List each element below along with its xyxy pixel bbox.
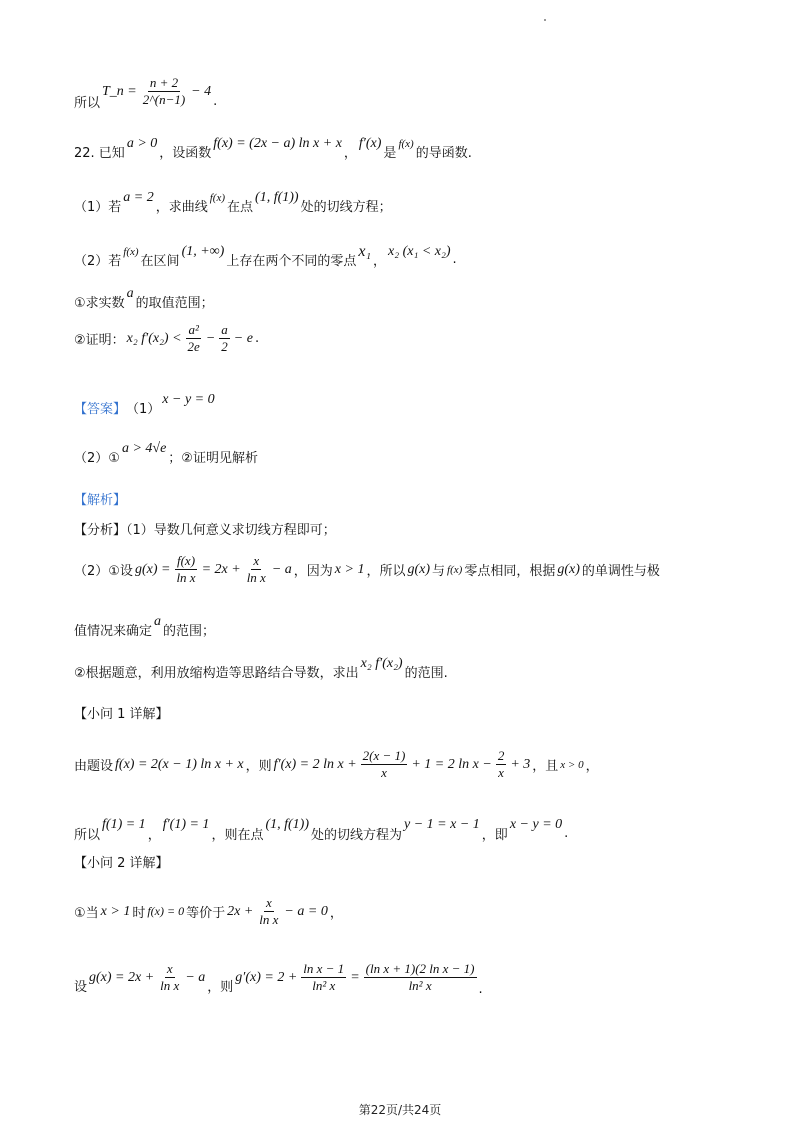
subq2-line2 — [74, 958, 760, 997]
numerator: a² — [188, 322, 199, 337]
fraction — [158, 961, 181, 994]
analysis-label: 【解析】 — [74, 493, 127, 508]
math: g(x) = 2x + — [89, 969, 155, 985]
math: x₁ — [358, 242, 372, 260]
text: . — [564, 826, 569, 841]
denominator: ln x — [160, 978, 180, 993]
fraction — [496, 748, 507, 781]
fraction — [186, 322, 202, 355]
math: = 2x + — [201, 561, 241, 577]
numerator: (ln x + 1)(2 ln x − 1) — [365, 961, 475, 976]
subq1-line1 — [74, 748, 760, 781]
fraction — [219, 322, 230, 355]
fraction — [361, 748, 408, 781]
text: ；②证明见解析 — [168, 451, 258, 466]
text: ，设函数 — [159, 146, 212, 161]
answer-2 — [74, 440, 760, 466]
text: （1） — [126, 402, 161, 417]
math: g(x) — [407, 561, 431, 577]
text: 在区间 — [140, 254, 180, 269]
math: a — [126, 285, 134, 301]
math: f(x) — [209, 191, 226, 204]
text: ②根据题意，利用放缩构造等思路结合导数，求出 — [74, 666, 359, 681]
math: x > 0 — [560, 758, 584, 771]
math: 2x + — [227, 903, 254, 919]
fraction — [364, 961, 477, 994]
text: 处的切线方程； — [300, 200, 392, 215]
denominator: ln x — [259, 912, 279, 927]
text: 时 — [132, 906, 146, 921]
math: a — [154, 613, 162, 629]
question-22 — [74, 135, 760, 161]
speck — [544, 19, 546, 21]
text: 零点相同，根据 — [464, 564, 556, 579]
text: 由题设 — [74, 759, 114, 774]
math: a > 0 — [126, 135, 158, 151]
numerator: 2(x − 1) — [362, 748, 406, 763]
math: − a = 0 — [284, 903, 328, 919]
part-2-1 — [74, 285, 760, 311]
numerator: a — [221, 322, 228, 337]
text: （2）①设 — [74, 564, 133, 579]
math: f′(x) — [358, 135, 382, 151]
math: f(1) = 1 — [102, 816, 146, 832]
math: = — [350, 969, 360, 985]
analysis-label-line — [74, 489, 760, 508]
math: x − y = 0 — [509, 816, 563, 832]
text: 处的切线方程为 — [311, 828, 403, 843]
text: （2）若 — [74, 254, 122, 269]
math: − e — [233, 330, 253, 346]
math: f(x) = 0 — [147, 904, 185, 918]
math: f(x) — [398, 137, 414, 150]
text: ， — [147, 828, 161, 843]
answer-label: 【答案】 — [74, 402, 127, 417]
denominator: 2e — [187, 339, 200, 354]
text: ，因为 — [293, 564, 333, 579]
numerator: x — [253, 553, 260, 568]
text: （2）① — [74, 451, 120, 466]
answer-1 — [74, 391, 760, 417]
math: f(x) — [123, 245, 139, 258]
text: . — [452, 252, 457, 267]
math: (1, f(1)) — [255, 189, 299, 205]
denominator: ln² x — [312, 978, 336, 993]
text: 的导函数. — [415, 146, 472, 161]
math: f′(1) = 1 — [162, 816, 210, 832]
math: x − y = 0 — [162, 391, 215, 407]
analysis-3 — [74, 613, 760, 639]
analysis-4 — [74, 655, 760, 681]
analysis-1 — [74, 519, 760, 538]
math: f(x) = 2(x − 1) ln x + x — [115, 756, 244, 772]
subq1-line2 — [74, 806, 760, 843]
math: − 4 — [191, 83, 212, 99]
math: x₂ (x₁ < x₂) — [388, 243, 451, 259]
fraction — [245, 553, 268, 586]
numerator: n + 2 — [149, 75, 179, 90]
math: y − 1 = x − 1 — [404, 816, 480, 832]
math: x > 1 — [334, 561, 365, 577]
math: − — [205, 330, 216, 346]
math: x₂ f′(x₂) < — [126, 330, 182, 346]
math: g(x) = — [134, 561, 171, 577]
page-footer: 第22页/共24页 — [358, 1103, 442, 1117]
numerator: 2 — [497, 748, 505, 763]
denominator: x — [381, 765, 387, 780]
text: . — [254, 331, 260, 346]
denominator: 2^(n−1) — [142, 92, 186, 107]
math: g(x) — [557, 561, 580, 577]
text: ，则在点 — [211, 828, 264, 843]
text: ①求实数 — [74, 296, 125, 311]
denominator: 2 — [221, 339, 228, 354]
math: a > 4√e — [121, 440, 167, 456]
math: x₂ f′(x₂) — [360, 655, 403, 671]
math: + 3 — [510, 756, 531, 772]
fraction — [257, 895, 280, 928]
math: + 1 = 2 ln x − — [411, 756, 492, 772]
math: − a — [271, 561, 292, 577]
math: T_n = — [102, 83, 137, 99]
text: ②证明： — [74, 333, 125, 348]
math: f′(x) = 2 ln x + — [273, 756, 357, 772]
text: ， — [329, 906, 343, 921]
denominator: x — [498, 765, 504, 780]
text: 值情况来确定 — [74, 624, 153, 639]
text: ，且 — [532, 759, 559, 774]
text: ， — [373, 254, 387, 269]
text: 【分析】（1）导数几何意义求切线方程即可； — [74, 523, 336, 538]
text: . — [478, 982, 483, 997]
numerator: x — [265, 895, 272, 910]
math: g′(x) = 2 + — [235, 969, 298, 985]
subq2-line1 — [74, 895, 760, 928]
math: (1, +∞) — [181, 243, 225, 259]
text: （1）若 — [74, 200, 122, 215]
subq2-label: 【小问 2 详解】 — [74, 856, 169, 871]
analysis-2 — [74, 553, 760, 586]
fraction — [141, 75, 187, 108]
text: 上存在两个不同的零点 — [226, 254, 357, 269]
math: f(x) = (2x − a) ln x + x — [213, 135, 342, 151]
text: 的取值范围； — [135, 296, 214, 311]
numerator: f(x) — [176, 553, 196, 568]
text: 的单调性与极 — [581, 564, 660, 579]
text: ①当 — [74, 906, 99, 921]
text: ， — [343, 146, 357, 161]
numerator: ln x − 1 — [303, 961, 345, 976]
denominator: ln² x — [408, 978, 432, 993]
line-tn — [74, 72, 760, 111]
text: ，则 — [245, 759, 272, 774]
math: − a — [185, 969, 206, 985]
text: ， — [585, 759, 599, 774]
text: . — [213, 94, 218, 109]
text: 的范围. — [404, 666, 448, 681]
math: f(x) — [447, 563, 463, 576]
part-1 — [74, 189, 760, 215]
text: ，所以 — [366, 564, 406, 579]
text: 所以 — [74, 828, 101, 843]
fraction — [301, 961, 346, 994]
text: 在点 — [227, 200, 254, 215]
numerator: x — [166, 961, 173, 976]
math: a = 2 — [123, 189, 154, 205]
subq1-label-line — [74, 703, 760, 722]
text: 等价于 — [186, 906, 226, 921]
question-number: 22. 已知 — [74, 146, 125, 161]
fraction — [174, 553, 197, 586]
text: 设 — [74, 980, 88, 995]
text: ，则 — [207, 980, 234, 995]
text: ，即 — [481, 828, 508, 843]
part-2 — [74, 242, 760, 269]
text: 与 — [432, 564, 446, 579]
math: x > 1 — [100, 903, 131, 919]
subq2-label-line — [74, 852, 760, 871]
denominator: ln x — [176, 570, 196, 585]
part-2-2 — [74, 322, 760, 355]
text: 所以 — [74, 96, 101, 111]
math: (1, f(1)) — [265, 816, 309, 832]
text: 的范围； — [163, 624, 216, 639]
text: 是 — [383, 146, 397, 161]
text: ，求曲线 — [155, 200, 208, 215]
subq1-label: 【小问 1 详解】 — [74, 707, 169, 722]
denominator: ln x — [246, 570, 266, 585]
